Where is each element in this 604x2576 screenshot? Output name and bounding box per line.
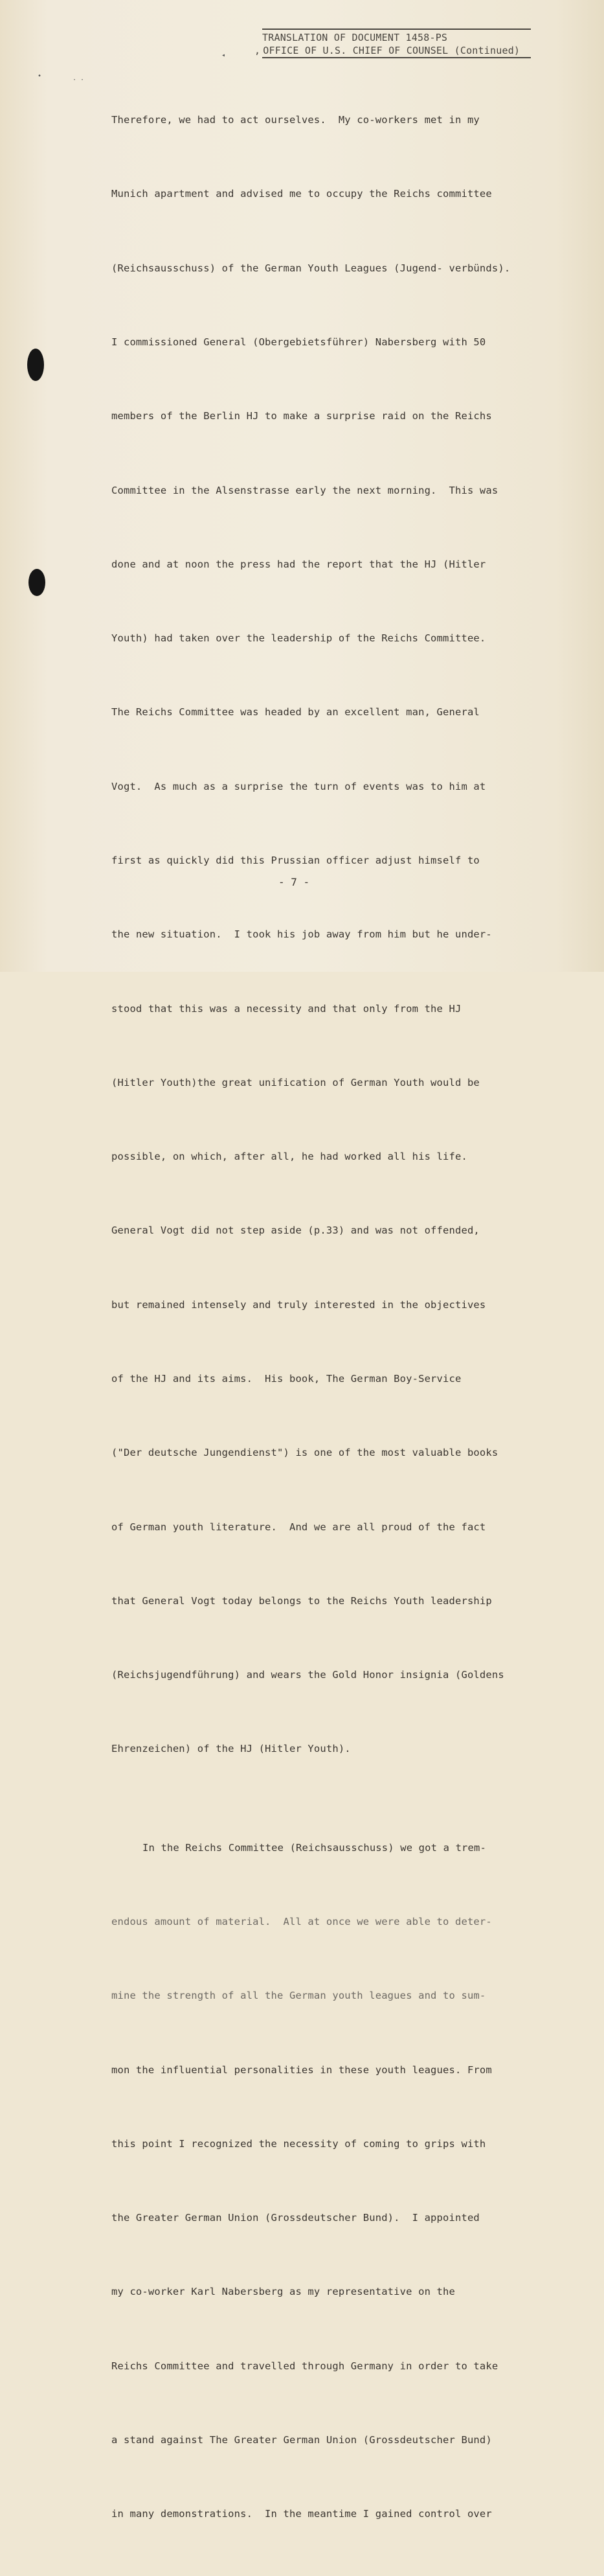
- body-line: ("Der deutsche Jungendienst") is one of the most valuable books: [111, 1447, 498, 1459]
- body-line: that General Vogt today belongs to the Reichs Youth leadership: [111, 1594, 492, 1607]
- body-line: of the HJ and its aims. His book, The German Boy-Service: [111, 1372, 462, 1385]
- paragraph2-line: mon the influential personalities in these youth leagues. From: [111, 2064, 492, 2076]
- paragraph2-line: in many demonstrations. In the meantime I gained control over: [111, 2508, 492, 2520]
- body-line: members of the Berlin HJ to make a surprise raid on the Reichs: [111, 410, 492, 422]
- document-header: [254, 29, 531, 58]
- punch-hole-top: [27, 349, 44, 381]
- body-line: possible, on which, after all, he had worked all his life.: [111, 1151, 467, 1163]
- header-line-2-text: OFFICE OF U.S. CHIEF OF COUNSEL (Continued): [263, 45, 520, 56]
- paragraph2-line: mine the strength of all the German youth leagues and to sum-: [111, 1990, 486, 2002]
- paragraph2-line: Reichs Committee and travelled through Germany in order to take: [111, 2360, 498, 2372]
- body-line: The Reichs Committee was headed by an excellent man, General: [111, 706, 480, 719]
- body-line: but remained intensely and truly interested in the objectives: [111, 1298, 486, 1311]
- body-line: (Reichsjugendführung) and wears the Gold Honor insignia (Goldens: [111, 1669, 504, 1681]
- body-line: General Vogt did not step aside (p.33) and was not offended,: [111, 1225, 480, 1237]
- body-line: (Hitler Youth)the great unification of German Youth would be: [111, 1076, 480, 1088]
- body-line: Ehrenzeichen) of the HJ (Hitler Youth).: [111, 1743, 351, 1755]
- punch-hole-bottom: [28, 569, 45, 596]
- body-text: [111, 58, 526, 2576]
- body-line: Therefore, we had to act ourselves. My co-workers met in my: [111, 114, 480, 126]
- paragraph2-line: the Greater German Union (Grossdeutscher Bund). I appointed: [111, 2212, 480, 2224]
- speck-mark: •: [38, 73, 42, 80]
- body-line: I commissioned General (Obergebietsführer) Nabersberg with 50: [111, 336, 486, 349]
- paragraph2-line: endous amount of material. All at once we were able to deter-: [111, 1916, 492, 1928]
- body-line: done and at noon the press had the report that the HJ (Hitler: [111, 558, 486, 570]
- body-line: Committee in the Alsenstrasse early the next morning. This was: [111, 484, 498, 496]
- paragraph2-line: this point I recognized the necessity of coming to grips with: [111, 2137, 486, 2150]
- body-line: (Reichsausschuss) of the German Youth Leagues (Jugend- verbünds).: [111, 262, 511, 274]
- speck-mark: · ·: [73, 76, 85, 84]
- paragraph2-line: my co-worker Karl Nabersberg as my representative on the: [111, 2286, 455, 2298]
- body-line: Munich apartment and advised me to occupy the Reichs committee: [111, 188, 492, 200]
- body-line: of German youth literature. And we are all proud of the fact: [111, 1521, 486, 1533]
- paragraph2-line: a stand against The Greater German Union (Grossdeutscher Bund): [111, 2434, 492, 2446]
- page-number: - 7 -: [278, 876, 310, 888]
- header-line-2: , OFFICE OF U.S. CHIEF OF COUNSEL (Continued): [262, 44, 531, 58]
- body-line: Vogt. As much as a surprise the turn of events was to him at: [111, 780, 486, 792]
- body-line: Youth) had taken over the leadership of the Reichs Committee.: [111, 632, 486, 645]
- body-line: the new situation. I took his job away from him but he under-: [111, 928, 492, 941]
- body-line: first as quickly did this Prussian officer adjust himself to: [111, 855, 480, 866]
- header-top-rule: [262, 29, 531, 30]
- speck-mark: ◂: [221, 52, 226, 59]
- body-line: stood that this was a necessity and that only from the HJ: [111, 1002, 462, 1015]
- paragraph2-line: In the Reichs Committee (Reichsausschuss) we got a trem-: [142, 1841, 486, 1854]
- header-line-1: TRANSLATION OF DOCUMENT 1458-PS: [262, 32, 448, 43]
